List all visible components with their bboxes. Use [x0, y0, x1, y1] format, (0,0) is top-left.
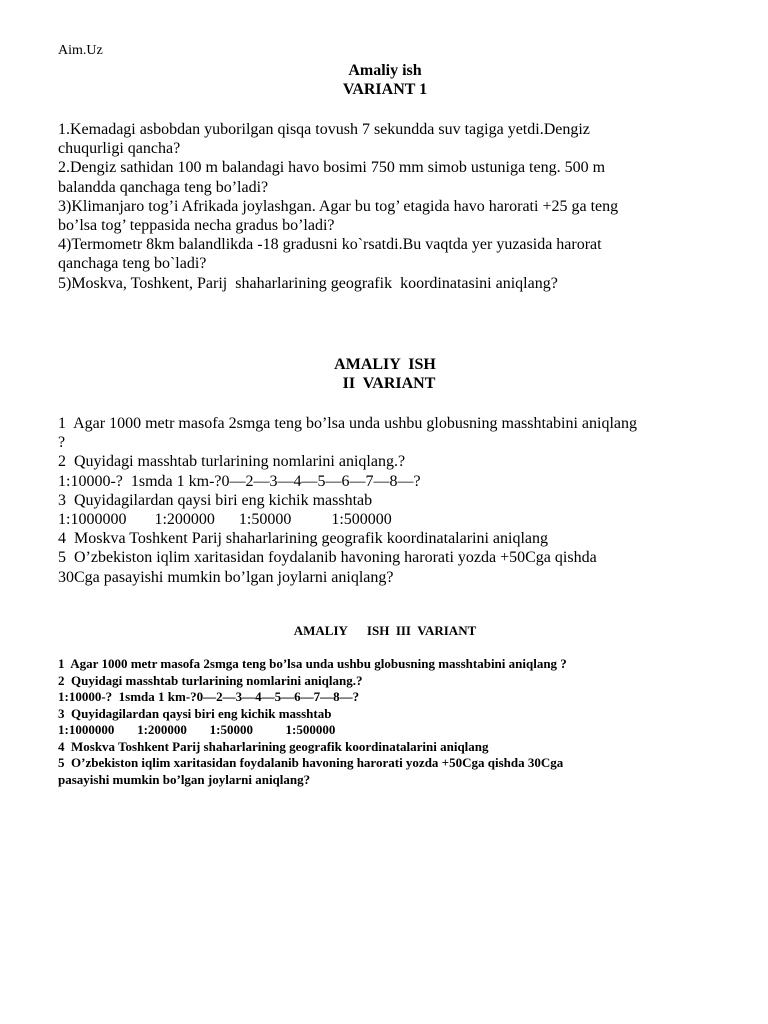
question-line: 3 Quyidagilardan qaysi biri eng kichik masshtab — [58, 491, 373, 509]
question-line: 2 Quyidagi masshtab turlarining nomlarini aniqlang.? — [58, 672, 363, 688]
site-header: Aim.Uz — [58, 43, 103, 58]
variant1-questions — [58, 120, 708, 293]
question-line: 1.Kemadagi asbobdan yuborilgan qisqa tovush 7 sekundda suv tagiga yetdi.Dengiz — [58, 121, 590, 138]
question-line: bo’lsa tog’ teppasida necha gradus bo’ladi? — [58, 216, 335, 234]
question-line: 2 Quyidagi masshtab turlarining nomlarini aniqlang.? — [58, 453, 406, 471]
question-line: balandda qanchaga teng bo’ladi? — [58, 178, 269, 196]
question-line: 30Cga pasayishi mumkin bo’lgan joylarni aniqlang? — [58, 568, 394, 586]
question-line: 1 Agar 1000 metr masofa 2smga teng bo’lsa unda ushbu globusning masshtabini aniqlang — [58, 415, 638, 432]
question-line: 1:1000000 1:200000 1:50000 1:500000 — [58, 722, 336, 737]
question-line: qanchaga teng bo`ladi? — [58, 255, 207, 273]
question-line: 4 Moskva Toshkent Parij shaharlarining geografik koordinatalarini aniqlang — [58, 530, 549, 548]
variant2-questions — [58, 414, 708, 587]
question-line: 2.Dengiz sathidan 100 m balandagi havo bosimi 750 mm simob ustuniga teng. 500 m — [58, 159, 606, 177]
question-line: 1 Agar 1000 metr masofa 2smga teng bo’lsa unda ushbu globusning masshtabini aniqlang ? — [58, 656, 567, 671]
variant2-title: AMALIY ISH — [334, 356, 436, 373]
question-line: 1:10000-? 1smda 1 km-?0—2—3—4—5—6—7—8—? — [58, 472, 421, 490]
question-line: 5 O’zbekiston iqlim xaritasidan foydalanib havoning harorati yozda +50Cga qishda — [58, 549, 597, 567]
question-line: 3)Klimanjaro tog’i Afrikada joylashgan. Agar bu tog’ etagida havo harorati +25 ga teng — [58, 197, 619, 215]
question-line: ? — [58, 434, 66, 452]
question-line: 4)Termometr 8km balandlikda -18 gradusni ko`rsatdi.Bu vaqtda yer yuzasida harorat — [58, 236, 602, 254]
question-line: 4 Moskva Toshkent Parij shaharlarining geografik koordinatalarini aniqlang — [58, 738, 489, 754]
question-line: chuqurligi qancha? — [58, 140, 181, 158]
question-line: 3 Quyidagilardan qaysi biri eng kichik masshtab — [58, 705, 332, 721]
variant2-subtitle: II VARIANT — [334, 375, 436, 392]
variant1-subtitle: VARIANT 1 — [342, 81, 428, 98]
question-line: 1:1000000 1:200000 1:50000 1:500000 — [58, 510, 392, 528]
question-line: 5 O’zbekiston iqlim xaritasidan foydalanib havoning harorati yozda +50Cga qishda 30Cga — [58, 755, 564, 770]
question-line: 5)Moskva, Toshkent, Parij shaharlarining geografik koordinatasini aniqlang? — [58, 274, 558, 292]
question-line: pasayishi mumkin bo’lgan joylarni aniqlang? — [58, 771, 311, 787]
variant1-title: Amaliy ish — [348, 62, 422, 79]
variant3-title: AMALIY ISH III VARIANT — [293, 623, 477, 638]
variant3-questions — [58, 656, 708, 788]
question-line: 1:10000-? 1smda 1 km-?0—2—3—4—5—6—7—8—? — [58, 689, 360, 704]
